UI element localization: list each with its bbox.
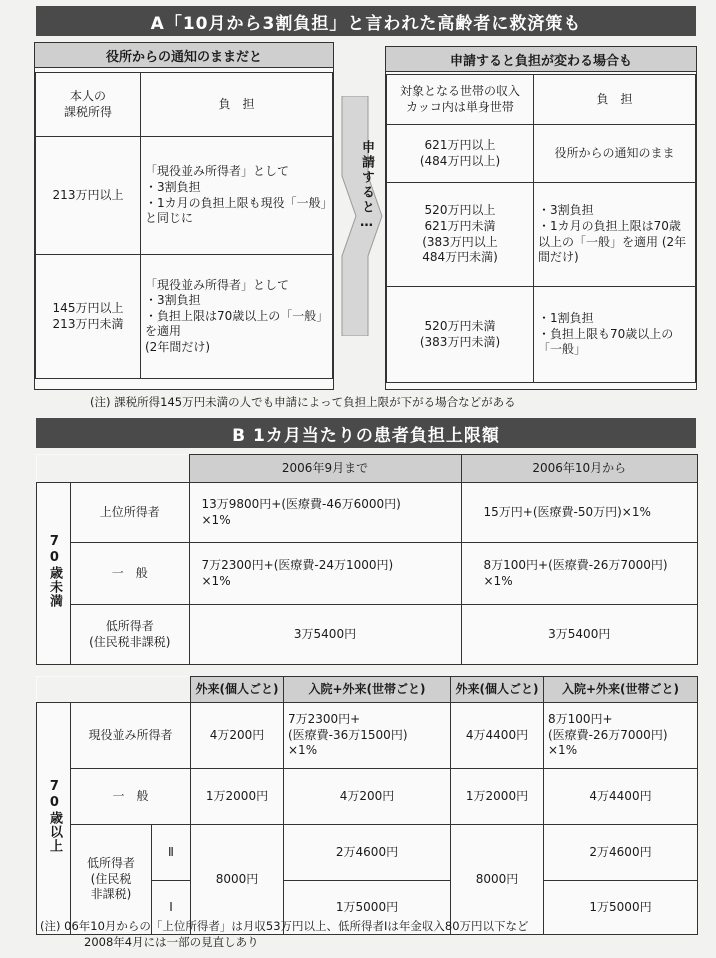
right-row2-income: 520万円以上 621万円未満 (383万円以上 484万円未満) — [387, 183, 534, 287]
blank-cell — [71, 677, 191, 703]
cell-value: 1万5000円 — [544, 881, 698, 935]
cell-value: 8万100円+ (医療費-26万7000円) ×1% — [544, 703, 698, 769]
row-label: 一 般 — [71, 543, 190, 605]
table-row — [36, 137, 333, 255]
section-b-note2: 2008年4月には一部の見直しあり — [84, 935, 259, 949]
table-row — [36, 255, 333, 379]
left-panel-heading-text: 役所からの通知のままだと — [105, 49, 262, 65]
left-panel — [34, 42, 334, 390]
list-item: ・ 3割負担 — [145, 293, 328, 309]
left-row2-list — [145, 293, 328, 355]
cell-value: 2万4600円 — [544, 825, 698, 881]
left-row1-list — [145, 180, 328, 227]
cell-before: 13万9800円+(医療費-46万6000円) ×1% — [189, 483, 461, 543]
section-b-title — [36, 418, 696, 448]
cell-value: 7万2300円+ (医療費-36万1500円) ×1% — [284, 703, 451, 769]
sub-label: Ⅰ — [152, 881, 191, 935]
cell-before: 3万5400円 — [189, 605, 461, 665]
blank-cell — [71, 455, 190, 483]
left-col-income: 本人の 課税所得 — [36, 73, 141, 137]
table-row — [37, 825, 698, 881]
list-item: ・ 負担上限は70歳以上の「一般」を適用 (2年間だけ) — [145, 309, 328, 356]
section-a-title — [36, 6, 696, 36]
cell-value: 1万2000円 — [191, 769, 284, 825]
cell-value: 4万4400円 — [451, 703, 544, 769]
list-item: ・ 1カ月の負担上限は70歳以上の「一般」を適用 (2年間だけ) — [538, 219, 691, 266]
left-row2-income: 145万円以上 213万円未満 — [36, 255, 141, 379]
right-col-income: 対象となる世帯の収入 カッコ内は単身世帯 — [387, 75, 534, 125]
age-label-under70-text: 70歳未満 — [46, 534, 62, 609]
row-label: 低所得者 (住民税非課税) — [71, 605, 190, 665]
blank-cell — [37, 677, 71, 703]
right-row1-burden: 役所からの通知のまま — [534, 125, 696, 183]
table-row — [387, 183, 696, 287]
age-label-over70-text: 70歳以上 — [46, 779, 62, 854]
right-row3-list — [538, 311, 691, 358]
header-inpatient-after: 入院+外来(世帯ごと) — [544, 677, 698, 703]
cell-value: 4万4400円 — [544, 769, 698, 825]
section-a-title-text: A「10月から3割負担」と言われた高齢者に救済策も — [150, 13, 582, 34]
right-row3-burden — [534, 287, 696, 383]
row-label: 低所得者 (住民税 非課税) — [71, 825, 152, 935]
cell-value: 4万200円 — [284, 769, 451, 825]
row-label: 現役並み所得者 — [71, 703, 191, 769]
right-panel-heading-text: 申請すると負担が変わる場合も — [449, 53, 632, 69]
cell-before: 7万2300円+(医療費-24万1000円) ×1% — [189, 543, 461, 605]
period-after: 2006年10月から — [461, 455, 698, 483]
cell-value: 1万2000円 — [451, 769, 544, 825]
period-before: 2006年9月まで — [189, 455, 461, 483]
table-row — [37, 703, 698, 769]
left-col-burden: 負 担 — [141, 73, 333, 137]
header-inpatient-before: 入院+外来(世帯ごと) — [284, 677, 451, 703]
cell-value: 8000円 — [191, 825, 284, 935]
left-row1-burden — [141, 137, 333, 255]
right-panel-heading — [386, 47, 696, 72]
row-label: 上位所得者 — [71, 483, 190, 543]
right-row2-list — [538, 203, 691, 265]
row-label: 一 般 — [71, 769, 191, 825]
left-row2-burden-title: 「現役並み所得者」として — [145, 277, 290, 292]
sub-label: Ⅱ — [152, 825, 191, 881]
cell-value: 4万200円 — [191, 703, 284, 769]
cell-after: 8万100円+(医療費-26万7000円) ×1% — [461, 543, 698, 605]
right-row1-income: 621万円以上 (484万円以上) — [387, 125, 534, 183]
right-table — [386, 74, 696, 383]
list-item: ・ 1割負担 — [538, 311, 691, 327]
over70-table — [36, 676, 698, 935]
cell-value: 1万5000円 — [284, 881, 451, 935]
list-item: ・ 1カ月の負担上限も現役「一般」と同じに — [145, 196, 328, 227]
cell-after: 3万5400円 — [461, 605, 698, 665]
blank-cell — [37, 455, 71, 483]
table-row — [37, 769, 698, 825]
left-panel-heading — [35, 43, 333, 68]
under70-table — [36, 454, 698, 665]
right-col-burden: 負 担 — [534, 75, 696, 125]
right-panel — [385, 46, 697, 390]
age-label-over70 — [37, 703, 71, 935]
table-row — [387, 125, 696, 183]
cell-after: 15万円+(医療費-50万円)×1% — [461, 483, 698, 543]
table-row — [37, 543, 698, 605]
section-a-note: (注) 課税所得145万円未満の人でも申請によって負担上限が下がる場合などがある — [90, 395, 516, 409]
left-row1-burden-title: 「現役並み所得者」として — [145, 164, 290, 179]
header-outpatient-before: 外来(個人ごと) — [191, 677, 284, 703]
section-b-note1: (注) 06年10月からの「上位所得者」は月収53万円以上、低所得者Ⅰは年金収入80万円以下など — [40, 919, 529, 933]
right-row2-burden — [534, 183, 696, 287]
list-item: ・ 負担上限も70歳以上の「一般」 — [538, 327, 691, 358]
arrow-label: 申請すると… — [359, 140, 374, 232]
cell-value: 2万4600円 — [284, 825, 451, 881]
age-label-under70 — [37, 483, 71, 665]
header-outpatient-after: 外来(個人ごと) — [451, 677, 544, 703]
left-row2-burden — [141, 255, 333, 379]
list-item: ・ 3割負担 — [145, 180, 328, 196]
section-b-title-text: B 1カ月当たりの患者負担上限額 — [232, 425, 500, 446]
table-row — [37, 483, 698, 543]
cell-value: 8000円 — [451, 825, 544, 935]
left-table — [35, 72, 333, 379]
right-row3-income: 520万円未満 (383万円未満) — [387, 287, 534, 383]
left-row1-income: 213万円以上 — [36, 137, 141, 255]
list-item: ・ 3割負担 — [538, 203, 691, 219]
table-row — [387, 287, 696, 383]
table-row — [37, 605, 698, 665]
